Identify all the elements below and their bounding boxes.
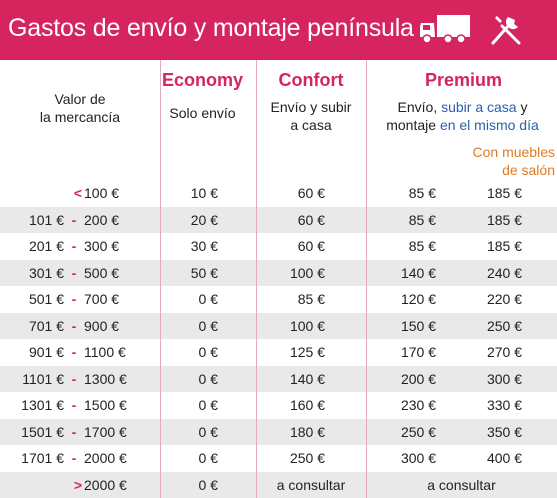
range-operator: - bbox=[71, 291, 77, 307]
table-row bbox=[0, 260, 557, 287]
range-operator: > bbox=[73, 476, 83, 493]
header-banner bbox=[0, 0, 557, 60]
economy-price: 0 € bbox=[198, 317, 218, 334]
premium-salon-subheader bbox=[440, 143, 555, 179]
premium-salon-price: 270 € bbox=[486, 344, 522, 360]
premium-price: 140 € bbox=[400, 264, 436, 281]
confort-price: 140 € bbox=[289, 370, 325, 387]
range-operator: - bbox=[71, 344, 77, 360]
confort-desc-line-2: a casa bbox=[290, 117, 332, 133]
economy-description: Solo envío bbox=[169, 105, 236, 121]
confort-price: 100 € bbox=[289, 317, 325, 334]
table-row bbox=[0, 207, 557, 234]
premium-price: 250 € bbox=[400, 423, 436, 440]
premium-price: 85 € bbox=[408, 211, 436, 228]
column-divider-1 bbox=[160, 60, 161, 498]
confort-price: 100 € bbox=[289, 264, 325, 281]
table-row bbox=[0, 286, 557, 313]
range-from: 1101 € bbox=[22, 370, 64, 387]
table-row bbox=[0, 233, 557, 260]
range-operator: - bbox=[71, 397, 77, 413]
premium-salon-price: 250 € bbox=[486, 317, 522, 334]
economy-price: 0 € bbox=[198, 291, 218, 307]
range-to: 900 € bbox=[84, 317, 120, 334]
premium-salon-price: 330 € bbox=[486, 397, 522, 413]
confort-desc-line-1: Envío y subir bbox=[270, 99, 352, 115]
economy-price: 10 € bbox=[190, 185, 218, 201]
premium-desc-line-1: Envío, subir a casa y bbox=[397, 99, 528, 115]
confort-description bbox=[256, 98, 366, 134]
salon-sub-line-2: de salón bbox=[502, 162, 555, 178]
range-from: 901 € bbox=[28, 344, 64, 360]
range-operator: - bbox=[71, 317, 77, 334]
value-header-line-1: Valor de bbox=[54, 91, 106, 107]
premium-price: 230 € bbox=[400, 397, 436, 413]
tools-icon bbox=[488, 12, 524, 51]
range-from: 501 € bbox=[28, 291, 64, 307]
confort-price: 250 € bbox=[289, 450, 325, 466]
range-from: 1301 € bbox=[21, 397, 64, 413]
range-to: 1100 € bbox=[84, 344, 126, 360]
confort-price: 60 € bbox=[297, 211, 325, 228]
premium-price: 150 € bbox=[400, 317, 436, 334]
confort-price: 60 € bbox=[297, 238, 325, 254]
range-to: 100 € bbox=[84, 185, 120, 201]
premium-salon-price: 300 € bbox=[486, 370, 522, 387]
economy-price: 0 € bbox=[198, 344, 218, 360]
table-row bbox=[0, 366, 557, 393]
confort-price: 180 € bbox=[289, 423, 325, 440]
range-to: 1700 € bbox=[84, 423, 127, 440]
economy-price: 0 € bbox=[198, 423, 218, 440]
salon-sub-line-1: Con muebles bbox=[472, 144, 555, 160]
premium-price: 85 € bbox=[408, 238, 436, 254]
truck-icon bbox=[419, 14, 471, 49]
premium-salon-price: 240 € bbox=[486, 264, 522, 281]
premium-price: 170 € bbox=[400, 344, 436, 360]
range-to: 700 € bbox=[84, 291, 120, 307]
range-to: 2000 € bbox=[84, 476, 127, 493]
economy-price: 0 € bbox=[198, 450, 218, 466]
value-header-line-2: la mercancía bbox=[39, 109, 121, 125]
range-to: 200 € bbox=[84, 211, 120, 228]
premium-price: 85 € bbox=[408, 185, 436, 201]
table-row bbox=[0, 472, 557, 498]
premium-salon-price: 350 € bbox=[486, 423, 522, 440]
range-operator: - bbox=[71, 211, 77, 228]
premium-description bbox=[368, 98, 557, 134]
economy-price: 20 € bbox=[190, 211, 218, 228]
range-to: 1500 € bbox=[84, 397, 127, 413]
range-operator: - bbox=[71, 450, 77, 466]
premium-price: 300 € bbox=[400, 450, 436, 466]
economy-price: 0 € bbox=[198, 476, 218, 493]
range-to: 2000 € bbox=[84, 450, 127, 466]
range-operator: - bbox=[71, 423, 77, 440]
economy-price: 0 € bbox=[198, 397, 218, 413]
range-to: 1300 € bbox=[84, 370, 127, 387]
range-to: 300 € bbox=[84, 238, 120, 254]
premium-salon-price: 400 € bbox=[486, 450, 522, 466]
table-row bbox=[0, 445, 557, 472]
value-column-header bbox=[20, 90, 140, 126]
economy-title: Economy bbox=[161, 70, 244, 90]
premium-salon-price: 220 € bbox=[486, 291, 522, 307]
table-row bbox=[0, 419, 557, 446]
range-operator: - bbox=[71, 370, 77, 387]
confort-price: a consultar bbox=[276, 476, 346, 493]
premium-price-merged: a consultar bbox=[427, 476, 496, 493]
range-operator: - bbox=[71, 264, 77, 281]
premium-desc-line-2: montaje en el mismo día bbox=[386, 117, 539, 133]
range-from: 1501 € bbox=[21, 423, 64, 440]
table-row bbox=[0, 339, 557, 366]
economy-price: 0 € bbox=[198, 370, 218, 387]
range-from: 1701 € bbox=[21, 450, 64, 466]
premium-price: 200 € bbox=[400, 370, 436, 387]
range-operator: < bbox=[73, 185, 83, 201]
range-from: 101 € bbox=[28, 211, 64, 228]
page-title: Gastos de envío y montaje península bbox=[8, 14, 414, 42]
economy-price: 50 € bbox=[190, 264, 218, 281]
confort-price: 60 € bbox=[297, 185, 325, 201]
premium-salon-price: 185 € bbox=[486, 211, 522, 228]
confort-price: 125 € bbox=[289, 344, 325, 360]
range-from: 201 € bbox=[28, 238, 64, 254]
range-operator: - bbox=[71, 238, 77, 254]
table-row bbox=[0, 313, 557, 340]
range-from: 301 € bbox=[28, 264, 64, 281]
economy-price: 30 € bbox=[190, 238, 218, 254]
premium-price: 120 € bbox=[400, 291, 436, 307]
confort-price: 160 € bbox=[289, 397, 325, 413]
range-to: 500 € bbox=[84, 264, 120, 281]
premium-salon-price: 185 € bbox=[486, 238, 522, 254]
table-row bbox=[0, 392, 557, 419]
range-from: 701 € bbox=[28, 317, 64, 334]
table-row bbox=[0, 180, 557, 207]
confort-price: 85 € bbox=[297, 291, 325, 307]
premium-title: Premium bbox=[424, 70, 503, 90]
column-divider-3 bbox=[366, 60, 367, 498]
premium-salon-price: 185 € bbox=[486, 185, 522, 201]
confort-title: Confort bbox=[278, 70, 344, 90]
column-divider-2 bbox=[256, 60, 257, 498]
